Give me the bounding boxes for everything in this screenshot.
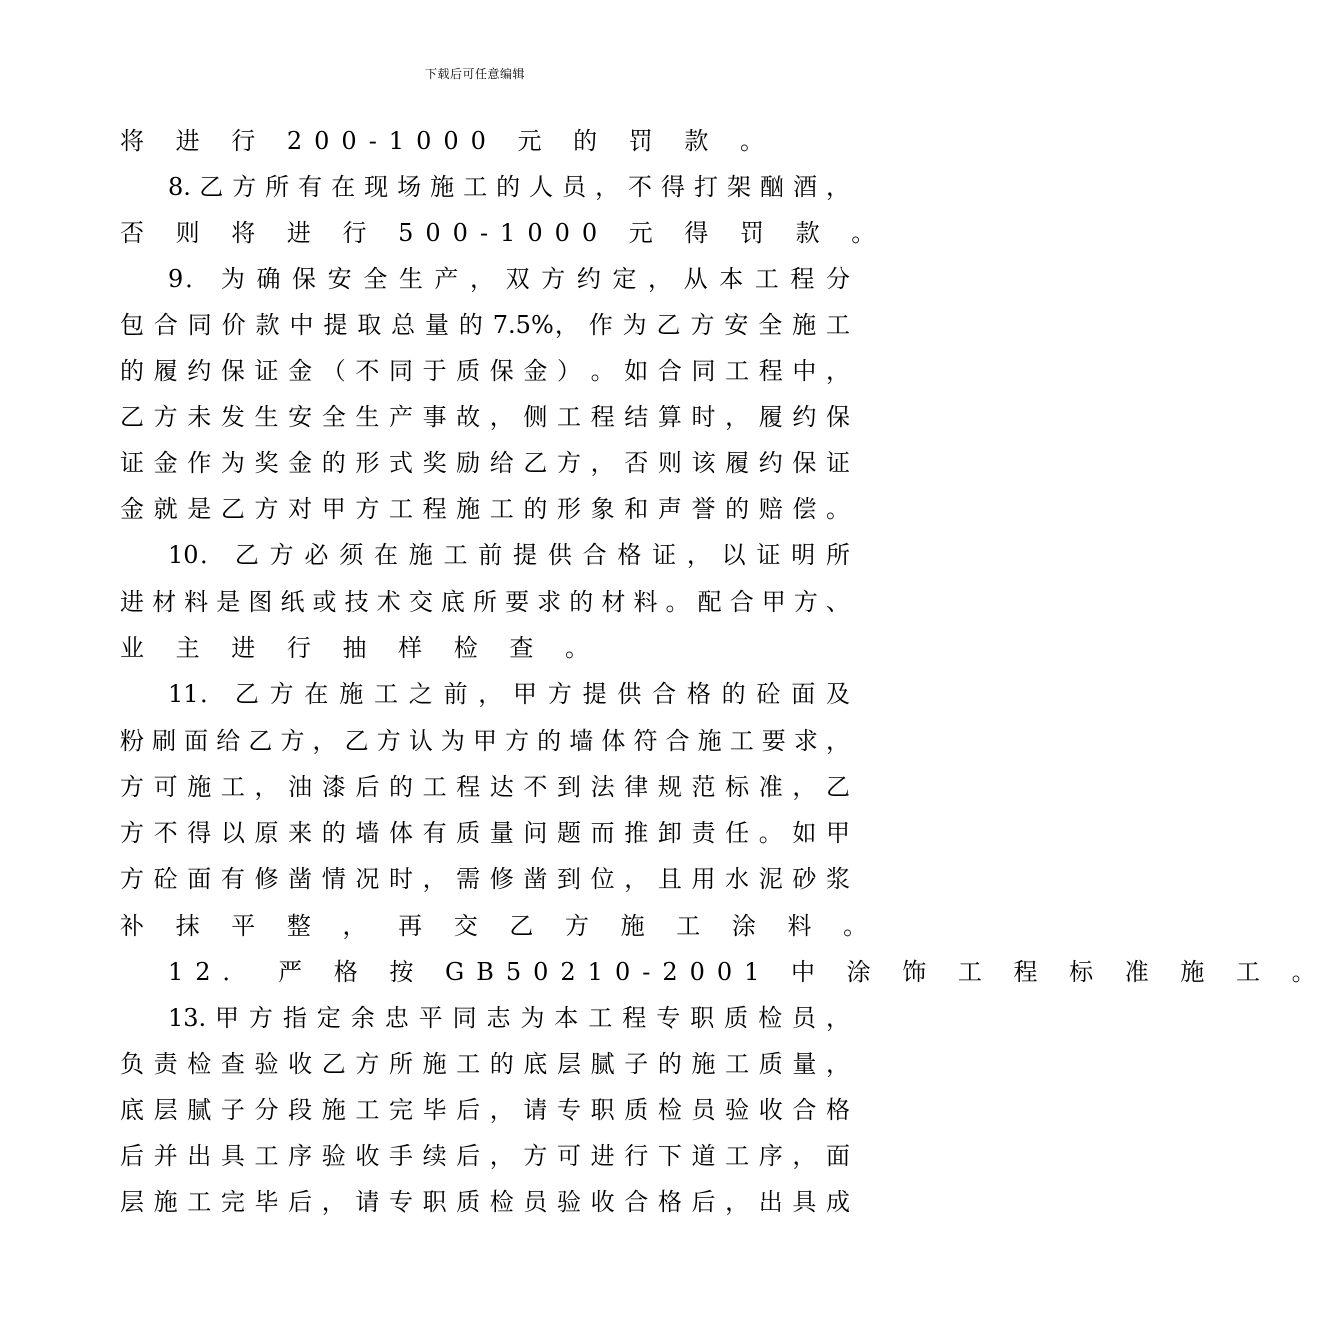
text-line: 方 不 得 以 原 来 的 墙 体 有 质 量 问 题 而 推 卸 责 任 。 如 甲 bbox=[120, 819, 850, 847]
text-line: 11． 乙 方 在 施 工 之 前 ， 甲 方 提 供 合 格 的 砼 面 及 bbox=[168, 680, 850, 708]
text-line: 9． 为 确 保 安 全 生 产 ， 双 方 约 定 ， 从 本 工 程 分 bbox=[168, 265, 850, 293]
text-line: 底 层 腻 子 分 段 施 工 完 毕 后 ， 请 专 职 质 检 员 验 收 合 格 bbox=[120, 1096, 850, 1124]
text-line: 金 就 是 乙 方 对 甲 方 工 程 施 工 的 形 象 和 声 誉 的 赔 偿 。 bbox=[120, 495, 850, 523]
text-line: 否 则 将 进 行 500-1000 元 得 罚 款 。 bbox=[120, 219, 888, 247]
text-line: 乙 方 未 发 生 安 全 生 产 事 故 ， 侧 工 程 结 算 时 ， 履 约 保 bbox=[120, 403, 850, 431]
text-line: 进 材 料 是 图 纸 或 技 术 交 底 所 要 求 的 材 料 。 配 合 甲 方 、 bbox=[120, 588, 850, 616]
text-line: 层 施 工 完 毕 后 ， 请 专 职 质 检 员 验 收 合 格 后 ， 出 具 成 bbox=[120, 1188, 850, 1216]
text-line: 粉 刷 面 给 乙 方 ， 乙 方 认 为 甲 方 的 墙 体 符 合 施 工 要 求 ， bbox=[120, 727, 850, 755]
text-line: 业 主 进 行 抽 样 检 查 。 bbox=[120, 634, 602, 662]
text-line: 证 金 作 为 奖 金 的 形 式 奖 励 给 乙 方 ， 否 则 该 履 约 保 证 bbox=[120, 449, 850, 477]
text-line: 将 进 行 200-1000 元 的 罚 款 。 bbox=[120, 127, 777, 155]
text-line: 12． 严 格 按 GB50210-2001 中 涂 饰 工 程 标 准 施 工 。 bbox=[168, 958, 1328, 986]
text-line: 的 履 约 保 证 金 （ 不 同 于 质 保 金 ） 。 如 合 同 工 程 中 ， bbox=[120, 357, 850, 385]
text-line: 后 并 出 具 工 序 验 收 手 续 后 ， 方 可 进 行 下 道 工 序 ， 面 bbox=[120, 1142, 850, 1170]
text-line: 8. 乙 方 所 有 在 现 场 施 工 的 人 员 ， 不 得 打 架 酗 酒 ， bbox=[168, 173, 850, 201]
text-line: 包 合 同 价 款 中 提 取 总 量 的 7.5%， 作 为 乙 方 安 全 施 工 bbox=[120, 311, 850, 339]
page-header: 下载后可任意编辑 bbox=[424, 67, 525, 81]
text-line: 10． 乙 方 必 须 在 施 工 前 提 供 合 格 证 ， 以 证 明 所 bbox=[168, 541, 850, 569]
text-line: 方 砼 面 有 修 凿 情 况 时 ， 需 修 凿 到 位 ， 且 用 水 泥 砂 浆 bbox=[120, 865, 850, 893]
text-line: 补 抹 平 整 ， 再 交 乙 方 施 工 涂 料 。 bbox=[120, 912, 880, 940]
text-line: 13. 甲 方 指 定 余 忠 平 同 志 为 本 工 程 专 职 质 检 员 ， bbox=[168, 1004, 850, 1032]
text-line: 方 可 施 工 ， 油 漆 后 的 工 程 达 不 到 法 律 规 范 标 准 ， 乙 bbox=[120, 773, 850, 801]
text-line: 负 责 检 查 验 收 乙 方 所 施 工 的 底 层 腻 子 的 施 工 质 量 ， bbox=[120, 1050, 850, 1078]
